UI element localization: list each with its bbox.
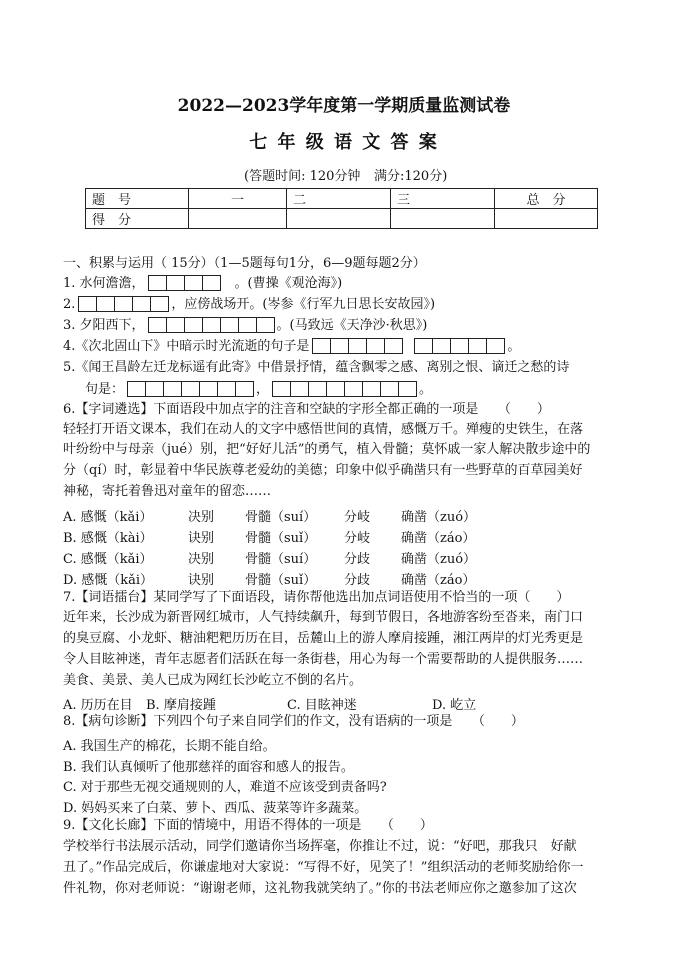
q5-prefix: 句是： xyxy=(85,381,125,397)
option-d[interactable]: D. 妈妈买来了白菜、萝卜、西瓜、菠菜等许多蔬菜。 xyxy=(63,801,368,816)
option-a-word: 决别 xyxy=(188,510,215,525)
option-c-word: 分歧 xyxy=(344,552,371,567)
passage-line: 件礼物，你对老师说：“谢谢老师，这礼物我就笑纳了。”你的书法老师应你之邀参加了这次 xyxy=(63,881,577,896)
q5-period: 。 xyxy=(419,381,433,397)
option-b[interactable]: B. 摩肩接踵 xyxy=(146,698,216,713)
passage-line: 轻轻打开语文课本，我们在动人的文字中感悟世间的真情，感慨万千。殚瘦的史铁生，在落 xyxy=(63,422,584,437)
option-d-word: 确凿（záo） xyxy=(401,573,476,588)
option-a[interactable]: A. 我国生产的棉花，长期不能自给。 xyxy=(63,739,276,754)
section-heading: 一、积累与运用（ 15分）（1—5题每句1分，6—9题每题2分） xyxy=(63,256,426,271)
question-5-answer xyxy=(85,381,432,398)
question-4 xyxy=(63,338,520,355)
answer-boxes[interactable] xyxy=(78,296,168,313)
option-b-word: 诀别 xyxy=(188,531,215,546)
option-b[interactable]: B. 感慨（kài） xyxy=(63,531,153,546)
option-a-word: 骨髓（suí） xyxy=(245,510,317,525)
option-c-word: 决别 xyxy=(188,552,215,567)
option-d[interactable]: D. 屹立 xyxy=(432,698,477,713)
table-cell: 得 分 xyxy=(86,209,189,229)
option-d-word: 诀别 xyxy=(188,573,215,588)
exam-time: (答题时间: 120分钟 xyxy=(244,169,361,184)
question-2 xyxy=(63,296,435,313)
option-b[interactable]: B. 我们认真倾听了他那慈祥的面容和感人的报告。 xyxy=(63,760,354,775)
q3-prefix: 3. 夕阳西下， xyxy=(63,317,145,333)
passage-line: 的臭豆腐、小龙虾、糖油粑粑历历在目，岳麓山上的游人摩肩接踵，湘江两岸的灯光秀更是 xyxy=(63,631,584,646)
q2-prefix: 2. xyxy=(63,296,76,312)
passage-line: 叶纷纷中与母亲（jué）别，把“好好儿活”的勇气，植入骨髓；莫怀戚一家人解决散步途中的 xyxy=(63,442,591,457)
table-cell xyxy=(495,209,598,229)
score-table xyxy=(85,188,598,229)
answer-boxes[interactable] xyxy=(414,338,504,355)
table-cell: 三 xyxy=(391,189,495,209)
option-c[interactable]: C. 对于那些无视交通规则的人，难道不应该受到责备吗? xyxy=(63,780,387,795)
q4-suffix: 。 xyxy=(507,338,521,354)
option-c-word: 骨髓（suí） xyxy=(245,552,317,567)
question-5: 5.《闻王昌龄左迁龙标遥有此寄》中借景抒情，蕴含飘零之感、离别之恨、谪迁之愁的诗 xyxy=(63,360,570,375)
exam-total-score: 满分:120分) xyxy=(374,169,448,184)
option-a[interactable]: A. 感慨（kǎi） xyxy=(63,510,153,525)
table-cell xyxy=(391,209,495,229)
passage-line: 神秘，寄托着鲁迅对童年的留恋…… xyxy=(63,484,272,499)
q1-suffix: 。(曹操《观沧海》) xyxy=(234,275,343,291)
q1-prefix: 1. 水何澹澹， xyxy=(63,275,145,291)
answer-boxes[interactable] xyxy=(148,275,220,292)
option-d-word: 骨髓（suǐ） xyxy=(245,573,317,588)
exam-title: 2022—2023学年度第一学期质量监测试卷 xyxy=(177,96,511,116)
table-cell: 总 分 xyxy=(495,189,598,209)
passage-line: 近年来，长沙成为新晋网红城市，人气持续飙升，每到节假日，各地游客纷至沓来，南门口 xyxy=(63,610,584,625)
option-b-word: 分岐 xyxy=(344,531,371,546)
table-cell: 一 xyxy=(189,189,287,209)
option-b-word: 确凿（záo） xyxy=(401,531,476,546)
table-cell xyxy=(189,209,287,229)
passage-line: 令人目眩神迷，青年志愿者们活跃在每一条街巷，用心为每一个需要帮助的人提供服务…… xyxy=(63,652,584,667)
answer-boxes[interactable] xyxy=(272,381,416,398)
option-c[interactable]: C. 感慨（kǎi） xyxy=(63,552,153,567)
table-cell xyxy=(287,209,391,229)
table-cell: 二 xyxy=(287,189,391,209)
question-8: 8.【病句诊断】下列四个句子来自同学们的作文，没有语病的一项是 （ ） xyxy=(63,714,524,729)
table-row xyxy=(86,209,598,229)
q2-suffix: ，应傍战场开。(岑参《行军九日思长安故园》) xyxy=(171,296,436,312)
q5-comma: ， xyxy=(256,381,270,397)
table-row xyxy=(86,189,598,209)
passage-line: 学校举行书法展示活动，同学们邀请你当场挥毫，你推让不过，说：“好吧，那我只 好献 xyxy=(63,839,577,854)
question-7: 7.【词语擂台】某同学写了下面语段，请你帮他选出加点词语使用不恰当的一项（ ） xyxy=(63,590,570,605)
q4-prefix: 4.《次北固山下》中暗示时光流逝的句子是 xyxy=(63,338,310,354)
option-a-word: 确凿（zuó） xyxy=(401,510,477,525)
option-b-word: 骨髓（suǐ） xyxy=(245,531,317,546)
answer-boxes[interactable] xyxy=(127,381,253,398)
answer-boxes[interactable] xyxy=(148,317,274,334)
table-cell: 题 号 xyxy=(86,189,189,209)
option-c[interactable]: C. 目眩神迷 xyxy=(287,698,357,713)
option-a[interactable]: A. 历历在目 xyxy=(63,698,133,713)
question-6: 6.【字词遴选】下面语段中加点字的注音和空缺的字形全都正确的一项是 （ ） xyxy=(63,402,550,417)
q3-suffix: 。(马致远《天净沙·秋思》) xyxy=(276,317,428,333)
question-1 xyxy=(63,275,342,292)
passage-line: 美食、美景、美人已成为网红长沙屹立不倒的名片。 xyxy=(63,673,363,688)
question-9: 9.【文化长廊】下面的情境中，用语不得体的一项是 （ ） xyxy=(63,818,433,833)
answer-boxes[interactable] xyxy=(312,338,402,355)
option-d[interactable]: D. 感慨（kǎi） xyxy=(63,573,154,588)
option-d-word: 分歧 xyxy=(344,573,371,588)
passage-line: 分（qí）时，彰显着中华民族尊老爱幼的美德；印象中似乎确凿只有一些野草的百草园美好 xyxy=(63,463,583,478)
option-c-word: 确凿（zuó） xyxy=(401,552,477,567)
passage-line: 丑了。”作品完成后，你谦虚地对大家说：“写得不好，见笑了！”组织活动的老师奖励给你一 xyxy=(63,860,584,875)
exam-subtitle: 七 年 级 语 文 答 案 xyxy=(249,132,439,153)
option-a-word: 分岐 xyxy=(344,510,371,525)
question-3 xyxy=(63,317,427,334)
